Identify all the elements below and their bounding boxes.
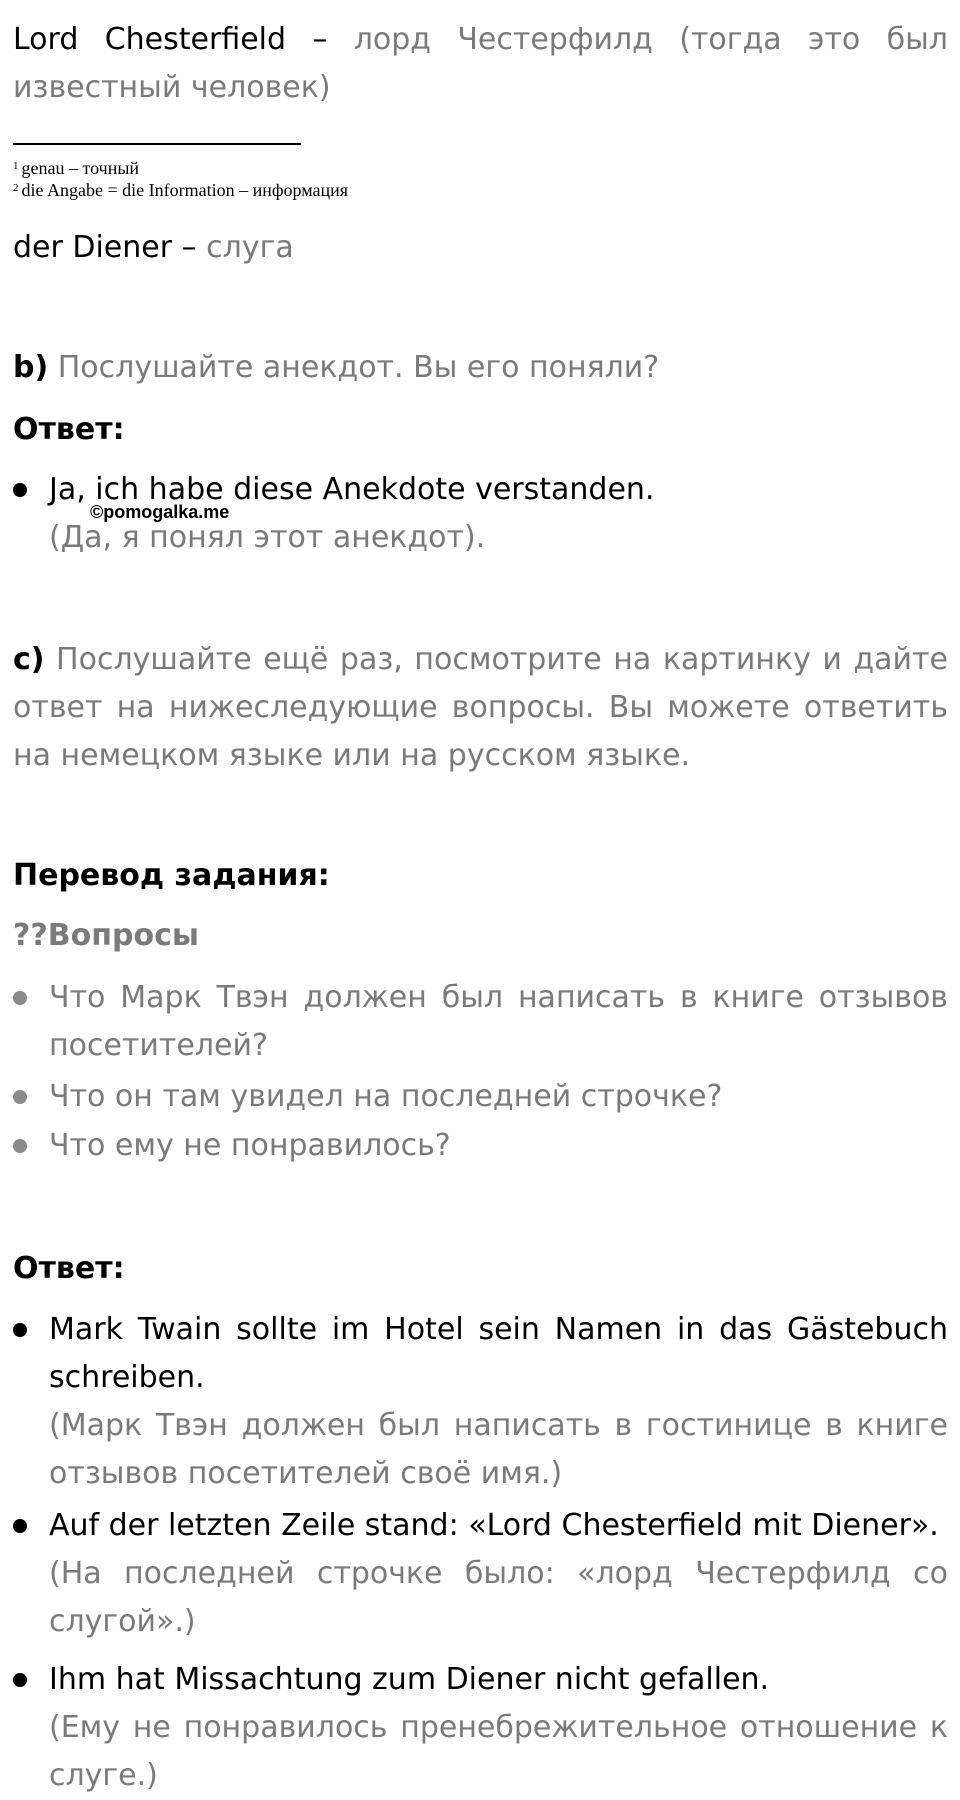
answer-ru: (Да, я понял этот анекдот). [49, 520, 486, 555]
vocab-translation: лорд Честерфилд (тогда это был известный человек) [13, 22, 948, 105]
translation-heading: Перевод задания: [13, 858, 330, 893]
task-label: c) [13, 642, 45, 677]
list-item [13, 1502, 948, 1646]
footnote-divider [13, 143, 301, 145]
vocab-translation: слуга [206, 230, 294, 265]
answer-de: Auf der letzten Zeile stand: «Lord Chesterfield mit Diener». [49, 1508, 939, 1543]
task-prompt: Послушайте ещё раз, посмотрите на картинку и дайте ответ на нижеследующие вопросы. Вы можете ответить на немецком языке или на русском языке. [13, 642, 948, 773]
bullet-icon [13, 1139, 27, 1153]
vocab-chesterfield [13, 16, 948, 112]
list-item [13, 1122, 948, 1170]
bullet-icon [13, 991, 27, 1005]
answer-heading: Ответ: [13, 1251, 125, 1286]
bullet-icon [13, 483, 27, 497]
footnote-1: $^1$ genau – точный [13, 158, 140, 178]
vocab-term: der Diener [13, 230, 173, 265]
task-label: b) [13, 350, 49, 385]
bullet-icon [13, 1323, 27, 1337]
watermark: ©pomogalka.me [90, 502, 230, 522]
footnote-2: $^2$ die Angabe = die Information – информация [13, 180, 349, 200]
list-item [13, 1656, 948, 1800]
list-item [13, 1306, 948, 1498]
questions-heading: ??Вопросы [13, 918, 200, 953]
answer-de: Ihm hat Missachtung zum Diener nicht gefallen. [49, 1662, 770, 1697]
answer-de: Ja, ich habe diese Anekdote verstanden. [49, 472, 655, 507]
vocab-dash: – [181, 230, 197, 265]
list-item [13, 974, 948, 1070]
footnotes [13, 157, 948, 201]
answer-heading: Ответ: [13, 412, 125, 447]
question-text: Что ему не понравилось? [49, 1128, 451, 1163]
task-prompt: Послушайте анекдот. Вы его поняли? [57, 350, 660, 385]
list-item [13, 1073, 948, 1121]
vocab-dash: – [312, 22, 328, 57]
question-text: Что Марк Твэн должен был написать в книге отзывов посетителей? [49, 980, 948, 1063]
answer-ru: (Ему не понравилось пренебрежительное отношение к слуге.) [49, 1710, 948, 1793]
bullet-icon [13, 1519, 27, 1533]
task-b [13, 344, 948, 392]
question-text: Что он там увидел на последней строчке? [49, 1079, 723, 1114]
bullet-icon [13, 1673, 27, 1687]
answer-ru: (Марк Твэн должен был написать в гостинице в книге отзывов посетителей своё имя.) [49, 1408, 948, 1491]
bullet-icon [13, 1090, 27, 1104]
vocab-term: Lord Chesterfield [13, 22, 287, 57]
answer-de: Mark Twain sollte im Hotel sein Namen in das Gästebuch schreiben. [49, 1312, 948, 1395]
vocab-diener [13, 224, 948, 272]
task-c [13, 636, 948, 780]
answer-ru: (На последней строчке было: «лорд Честерфилд со слугой».) [49, 1556, 948, 1639]
